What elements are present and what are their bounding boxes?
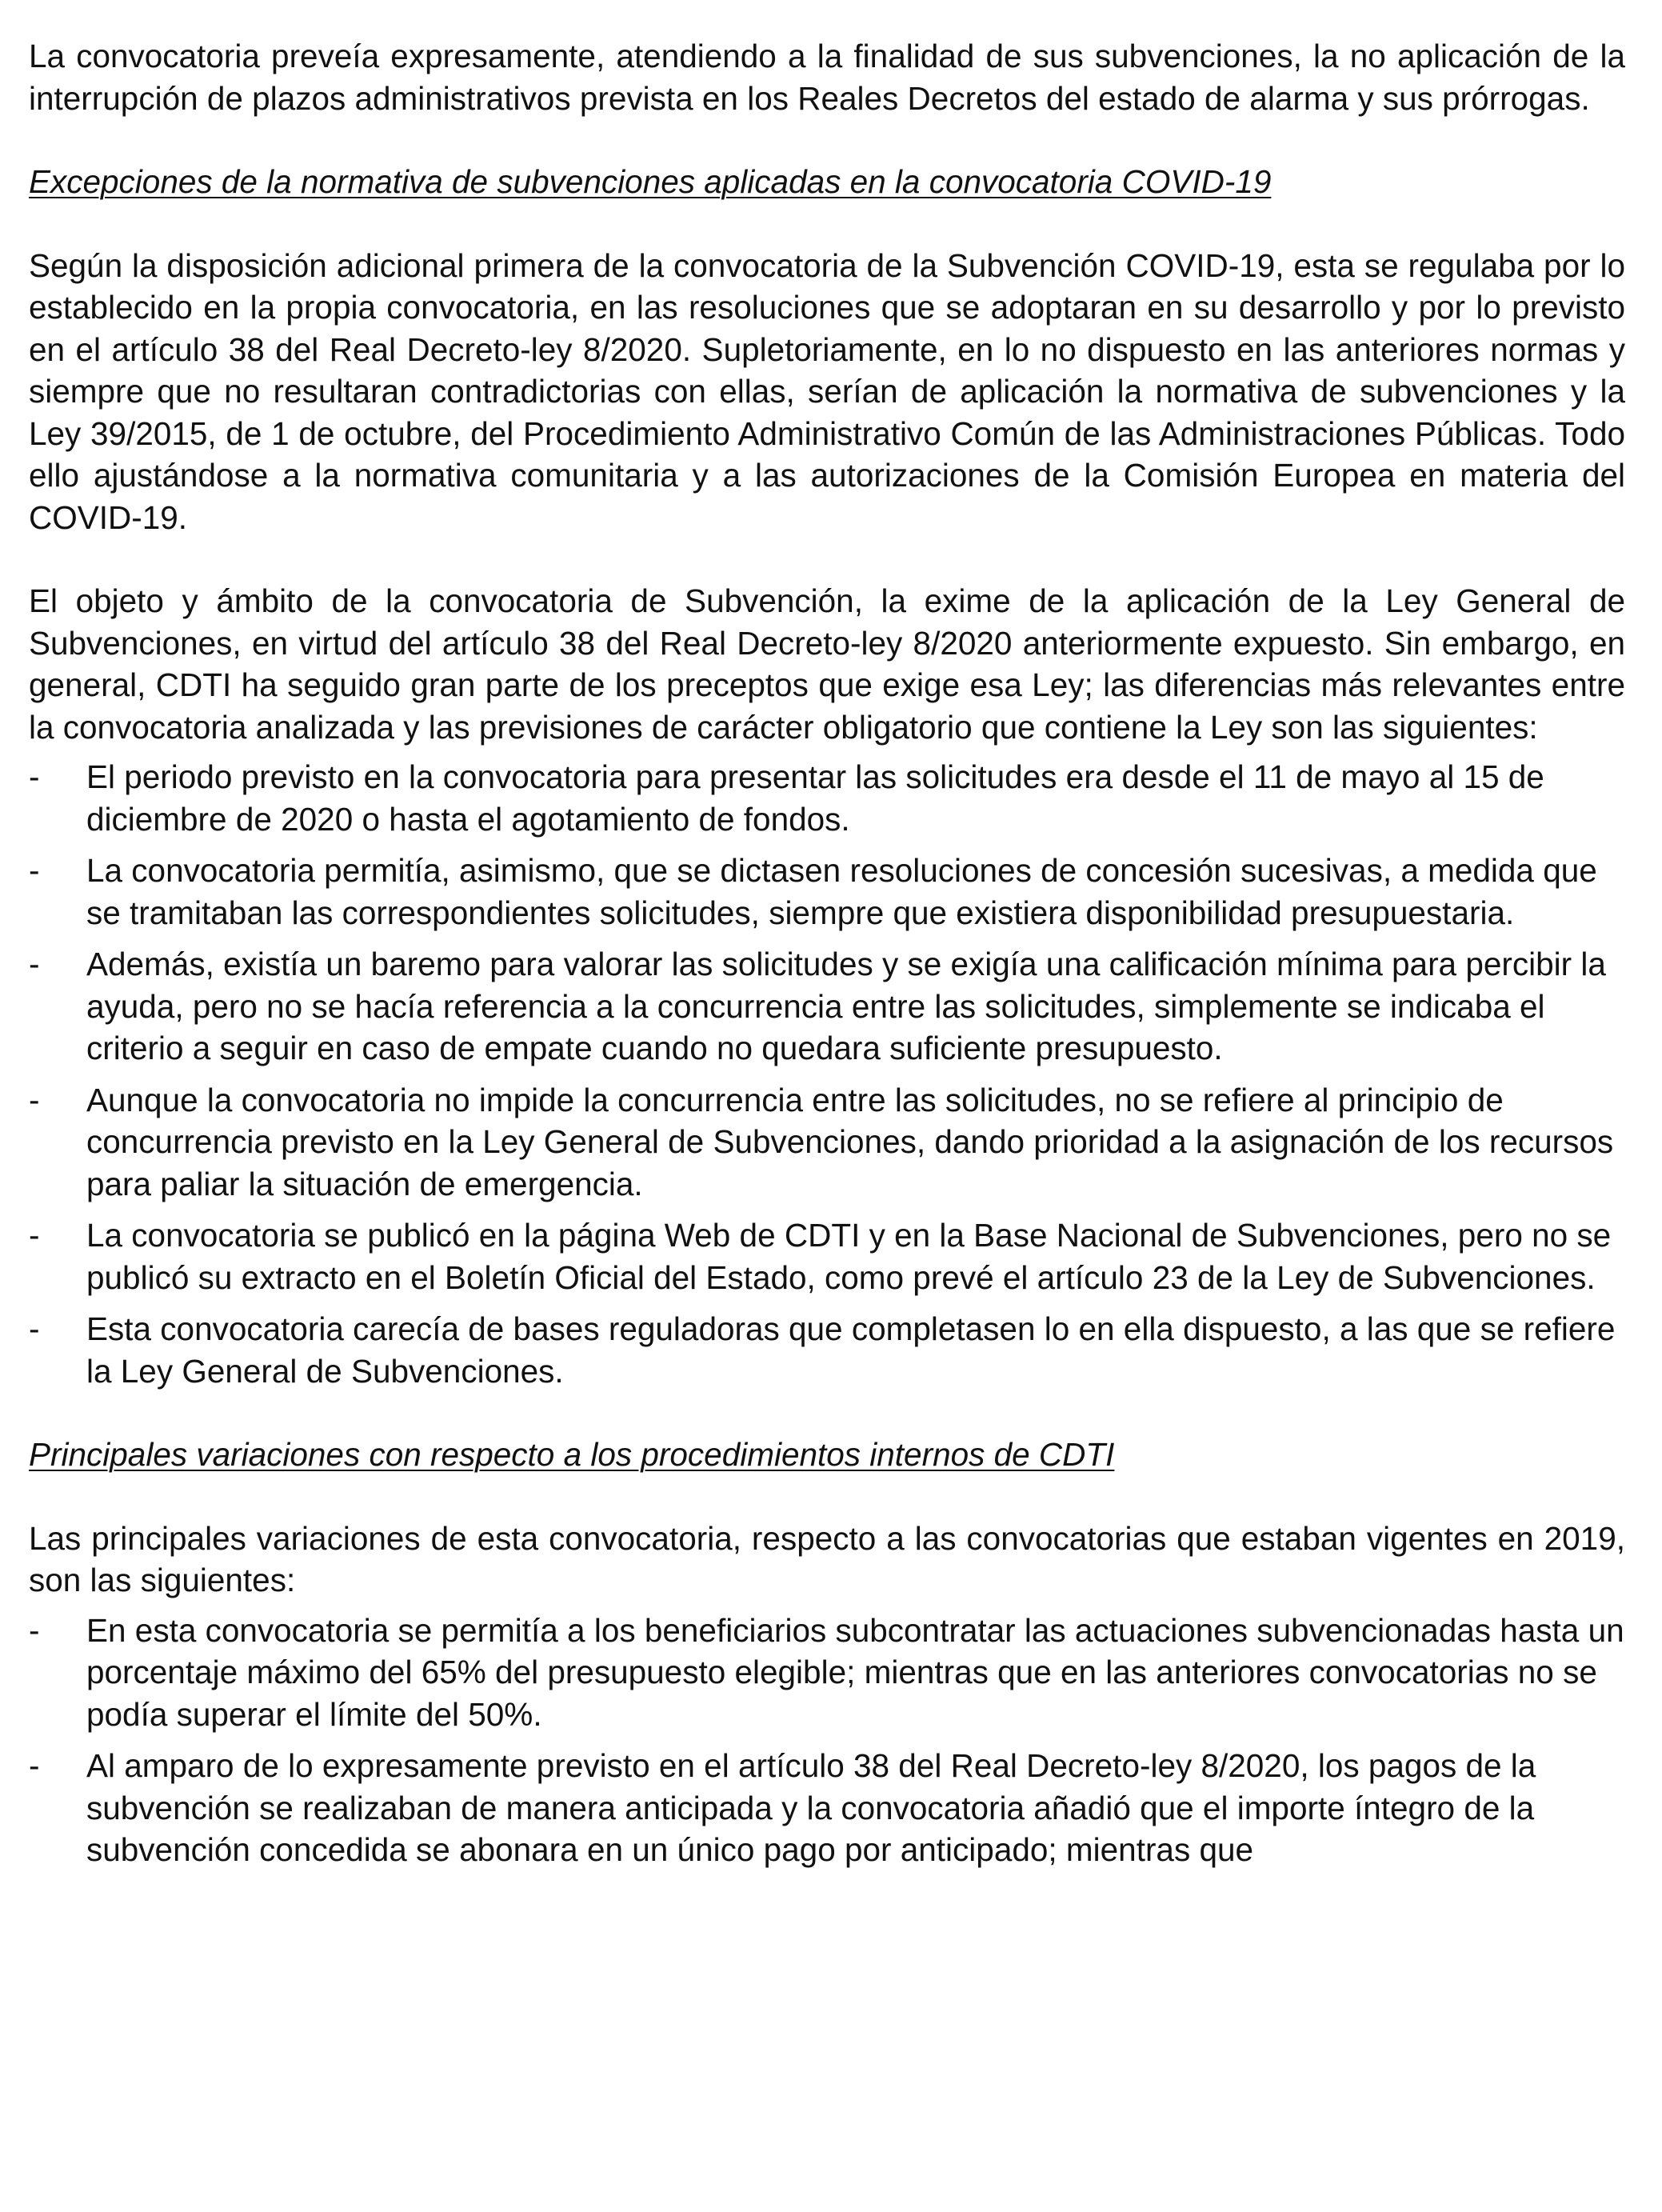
paragraph: Según la disposición adicional primera de la convocatoria de la Subvención COVID-19, esta se regulaba por lo establecido en la propia convocatoria, en las resoluciones que se adoptaran en su desarrollo y por lo previsto en el artículo 38 del Real Decreto-ley 8/2020. Supletoriamente, en lo no dispuesto en las anteriores normas y siempre que no resultaran contradictorias con ellas, serían de aplicación la normativa de subvenciones y la Ley 39/2015, de 1 de octubre, del Procedimiento Administrativo Común de las Administraciones Públicas. Todo ello ajustándose a la normativa comunitaria y a las autorizaciones de la Comisión Europea en materia del COVID-19.: [29, 246, 1625, 536]
list-item-text: El periodo previsto en la convocatoria para presentar las solicitudes era desde el 11 de mayo al 15 de diciembre de 2020 o hasta el agotamiento de fondos.: [86, 758, 1544, 838]
document-page: [29, 35, 1625, 1881]
section-heading: Principales variaciones con respecto a los procedimientos internos de CDTI: [29, 1436, 1115, 1473]
list-item: [29, 943, 1625, 1070]
paragraph: El objeto y ámbito de la convocatoria de Subvención, la exime de la aplicación de la Ley General de Subvenciones, en virtud del artículo 38 del Real Decreto-ley 8/2020 anteriormente expuesto. Sin embargo, en general, CDTI ha seguido gran parte de los preceptos que exige esa Ley; las diferencias más relevantes entre la convocatoria analizada y las previsiones de carácter obligatorio que contiene la Ley son las siguientes:: [29, 582, 1625, 746]
list-item-text: La convocatoria permitía, asimismo, que se dictasen resoluciones de concesión sucesivas, a medida que se tramitaban las correspondientes solicitudes, siempre que existiera disponibilidad presupuestaria.: [86, 852, 1597, 931]
list-item: [29, 1079, 1625, 1206]
dash-bullet: -: [29, 1081, 40, 1118]
dash-list: [29, 756, 1625, 1392]
list-item: [29, 756, 1625, 840]
list-item-text: Al amparo de lo expresamente previsto en el artículo 38 del Real Decreto-ley 8/2020, los pagos de la subvención se realizaban de manera anticipada y la convocatoria añadió que el importe íntegro de la subvención concedida se abonara en un único pago por anticipado; mientras que: [86, 1747, 1536, 1868]
paragraph: La convocatoria preveía expresamente, atendiendo a la finalidad de sus subvenciones, la no aplicación de la interrupción de plazos administrativos prevista en los Reales Decretos del estado de alarma y sus prórrogas.: [29, 38, 1625, 117]
dash-bullet: -: [29, 1611, 40, 1649]
dash-bullet: -: [29, 1217, 40, 1254]
dash-bullet: -: [29, 946, 40, 982]
list-item-text: En esta convocatoria se permitía a los beneficiarios subcontratar las actuaciones subvencionadas hasta un porcentaje máximo del 65% del presupuesto elegible; mientras que en las anteriores convocatorias no se podía superar el límite del 50%.: [86, 1611, 1624, 1733]
dash-bullet: -: [29, 1747, 40, 1784]
list-item: [29, 1214, 1625, 1298]
list-item: [29, 1610, 1625, 1736]
list-item-text: Además, existía un baremo para valorar las solicitudes y se exigía una calificación mínima para percibir la ayuda, pero no se hacía referencia a la concurrencia entre las solicitudes, simplemente se indicaba el criterio a seguir en caso de empate cuando no quedara suficiente presupuesto.: [86, 946, 1606, 1066]
list-item: [29, 1308, 1625, 1392]
dash-list: [29, 1610, 1625, 1871]
section-heading: Excepciones de la normativa de subvenciones aplicadas en la convocatoria COVID-19: [29, 163, 1272, 200]
list-item-text: Esta convocatoria carecía de bases reguladoras que completasen lo en ella dispuesto, a las que se refiere la Ley General de Subvenciones.: [86, 1310, 1616, 1390]
dash-bullet: -: [29, 1310, 40, 1347]
list-item-text: Aunque la convocatoria no impide la concurrencia entre las solicitudes, no se refiere al principio de concurrencia previsto en la Ley General de Subvenciones, dando prioridad a la asignación de los recursos para paliar la situación de emergencia.: [86, 1081, 1614, 1202]
dash-bullet: -: [29, 758, 40, 795]
list-item: [29, 1745, 1625, 1871]
dash-bullet: -: [29, 852, 40, 889]
paragraph: Las principales variaciones de esta convocatoria, respecto a las convocatorias que estaban vigentes en 2019, son las siguientes:: [29, 1519, 1625, 1598]
list-item: [29, 850, 1625, 934]
list-item-text: La convocatoria se publicó en la página Web de CDTI y en la Base Nacional de Subvenciones, pero no se publicó su extracto en el Boletín Oficial del Estado, como prevé el artículo 23 de la Ley de Subvenciones.: [86, 1217, 1612, 1296]
